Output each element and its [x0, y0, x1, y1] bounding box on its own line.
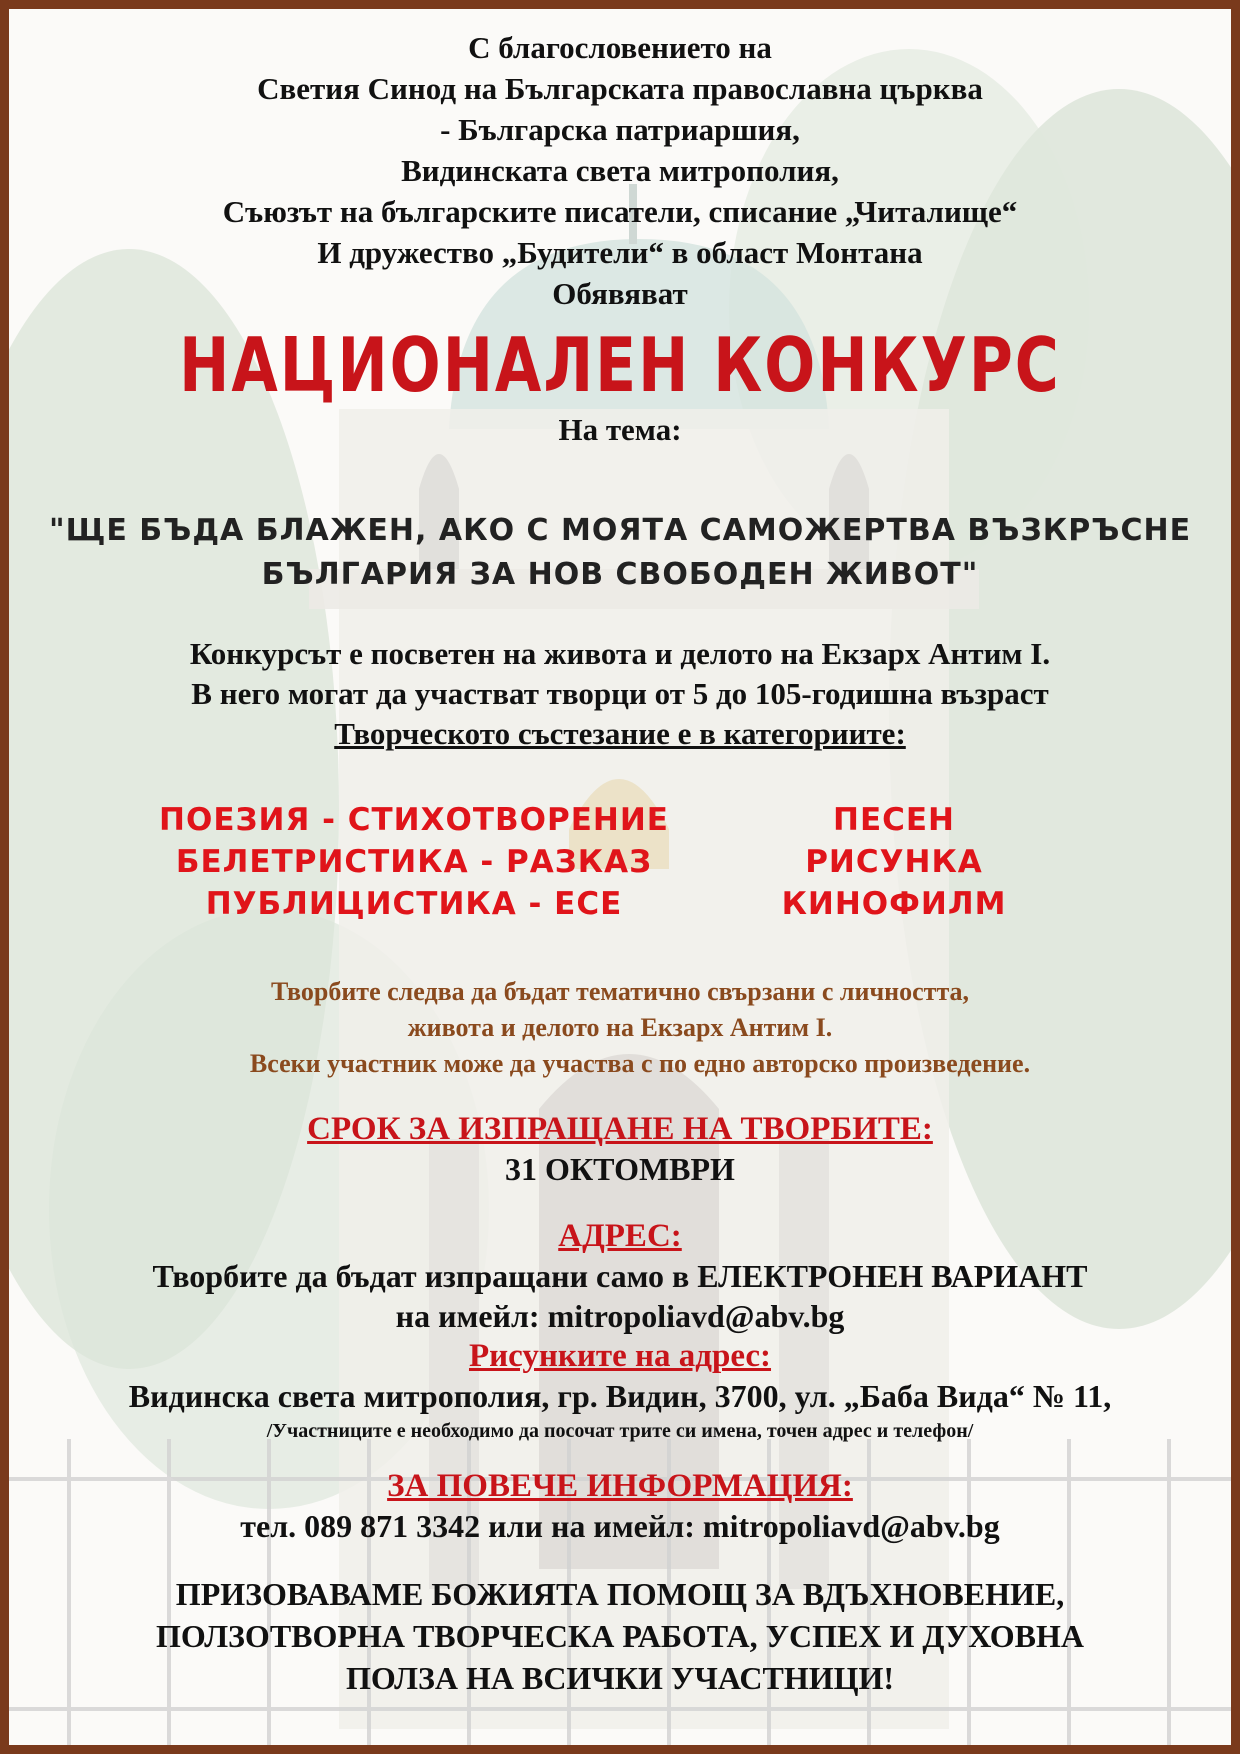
contact-line: тел. 089 871 3342 или на имейл: mitropoliavd@abv.bg: [240, 1508, 1000, 1544]
closing-line: ПОЛЗОТВОРНА ТВОРЧЕСКА РАБОТА, УСПЕХ И ДУХОВНА: [156, 1618, 1084, 1654]
postal-address: Видинска света митрополия, гр. Видин, 3700, ул. „Баба Вида“ № 11,: [128, 1378, 1112, 1414]
category-item: ПОЕЗИЯ - СТИХОТВОРЕНИЕ: [159, 802, 669, 838]
category-item: ПЕСЕН: [833, 802, 955, 838]
rules-line: Всеки участник може да участва с по едно авторско произведение.: [249, 1049, 1031, 1078]
header-line: Светия Синод на Българската православна църква: [257, 71, 983, 106]
category-item: РИСУНКА: [805, 844, 983, 880]
header-line: И дружество „Будители“ в област Монтана: [317, 235, 923, 270]
theme-line: "ЩЕ БЪДА БЛАЖЕН, АКО С МОЯТА САМОЖЕРТВА ВЪЗКРЪСНЕ: [48, 513, 1192, 548]
info-heading: ЗА ПОВЕЧЕ ИНФОРМАЦИЯ:: [387, 1468, 853, 1504]
address-section: [9, 1216, 1231, 1446]
theme-line: БЪЛГАРИЯ ЗА НОВ СВОБОДЕН ЖИВОТ": [261, 557, 979, 592]
organizers-header: [9, 27, 1231, 314]
deadline-heading: СРОК ЗА ИЗПРАЩАНЕ НА ТВОРБИТЕ:: [307, 1111, 933, 1147]
contest-intro: [9, 634, 1231, 754]
theme-label: На тема:: [558, 412, 682, 447]
address-heading: АДРЕС:: [558, 1218, 682, 1254]
contest-title: НАЦИОНАЛЕН КОНКУРС: [179, 322, 1061, 410]
categories-heading: Творческото състезание е в категориите:: [334, 716, 906, 751]
deadline-date: 31 ОКТОМВРИ: [505, 1151, 735, 1187]
closing-line: ПОЛЗА НА ВСИЧКИ УЧАСТНИЦИ!: [345, 1660, 895, 1696]
header-line: Видинската света митрополия,: [401, 153, 839, 188]
categories-right: [729, 799, 1059, 925]
header-line: С благословението на: [468, 30, 772, 65]
intro-line: В него могат да участват творци от 5 до 105-годишна възраст: [191, 676, 1049, 711]
category-item: БЕЛЕТРИСТИКА - РАЗКАЗ: [175, 844, 653, 880]
email-line: на имейл: mitropoliavd@abv.bg: [395, 1298, 845, 1334]
category-item: ПУБЛИЦИСТИКА - ЕСЕ: [205, 886, 623, 922]
intro-line: Конкурсът е посветен на живота и делото на Екзарх Антим I.: [189, 636, 1051, 671]
category-item: КИНОФИЛМ: [781, 886, 1007, 922]
info-section: [9, 1466, 1231, 1546]
header-line: Съюзът на българските писатели, списание „Читалище“: [222, 194, 1018, 229]
drawings-heading: Рисунките на адрес:: [468, 1338, 772, 1374]
closing-prayer: [9, 1573, 1231, 1699]
closing-line: ПРИЗОВАВАМЕ БОЖИЯТА ПОМОЩ ЗА ВДЪХНОВЕНИЕ,: [175, 1576, 1065, 1612]
deadline-section: [9, 1109, 1231, 1189]
contest-theme: [39, 509, 1201, 597]
address-line: Творбите да бъдат изпращани само в ЕЛЕКТРОНЕН ВАРИАНТ: [152, 1258, 1088, 1294]
categories-left: [139, 799, 689, 925]
header-line: Обявяват: [552, 276, 688, 311]
rules-line: Творбите следва да бъдат тематично свързани с личността,: [270, 977, 970, 1006]
contest-rules: [9, 974, 1231, 1082]
participant-note: /Участниците е необходимо да посочат трите си имена, точен адрес и телефон/: [266, 1420, 974, 1442]
rules-line: живота и делото на Екзарх Антим I.: [407, 1013, 833, 1042]
header-line: - Българска патриаршия,: [440, 112, 800, 147]
